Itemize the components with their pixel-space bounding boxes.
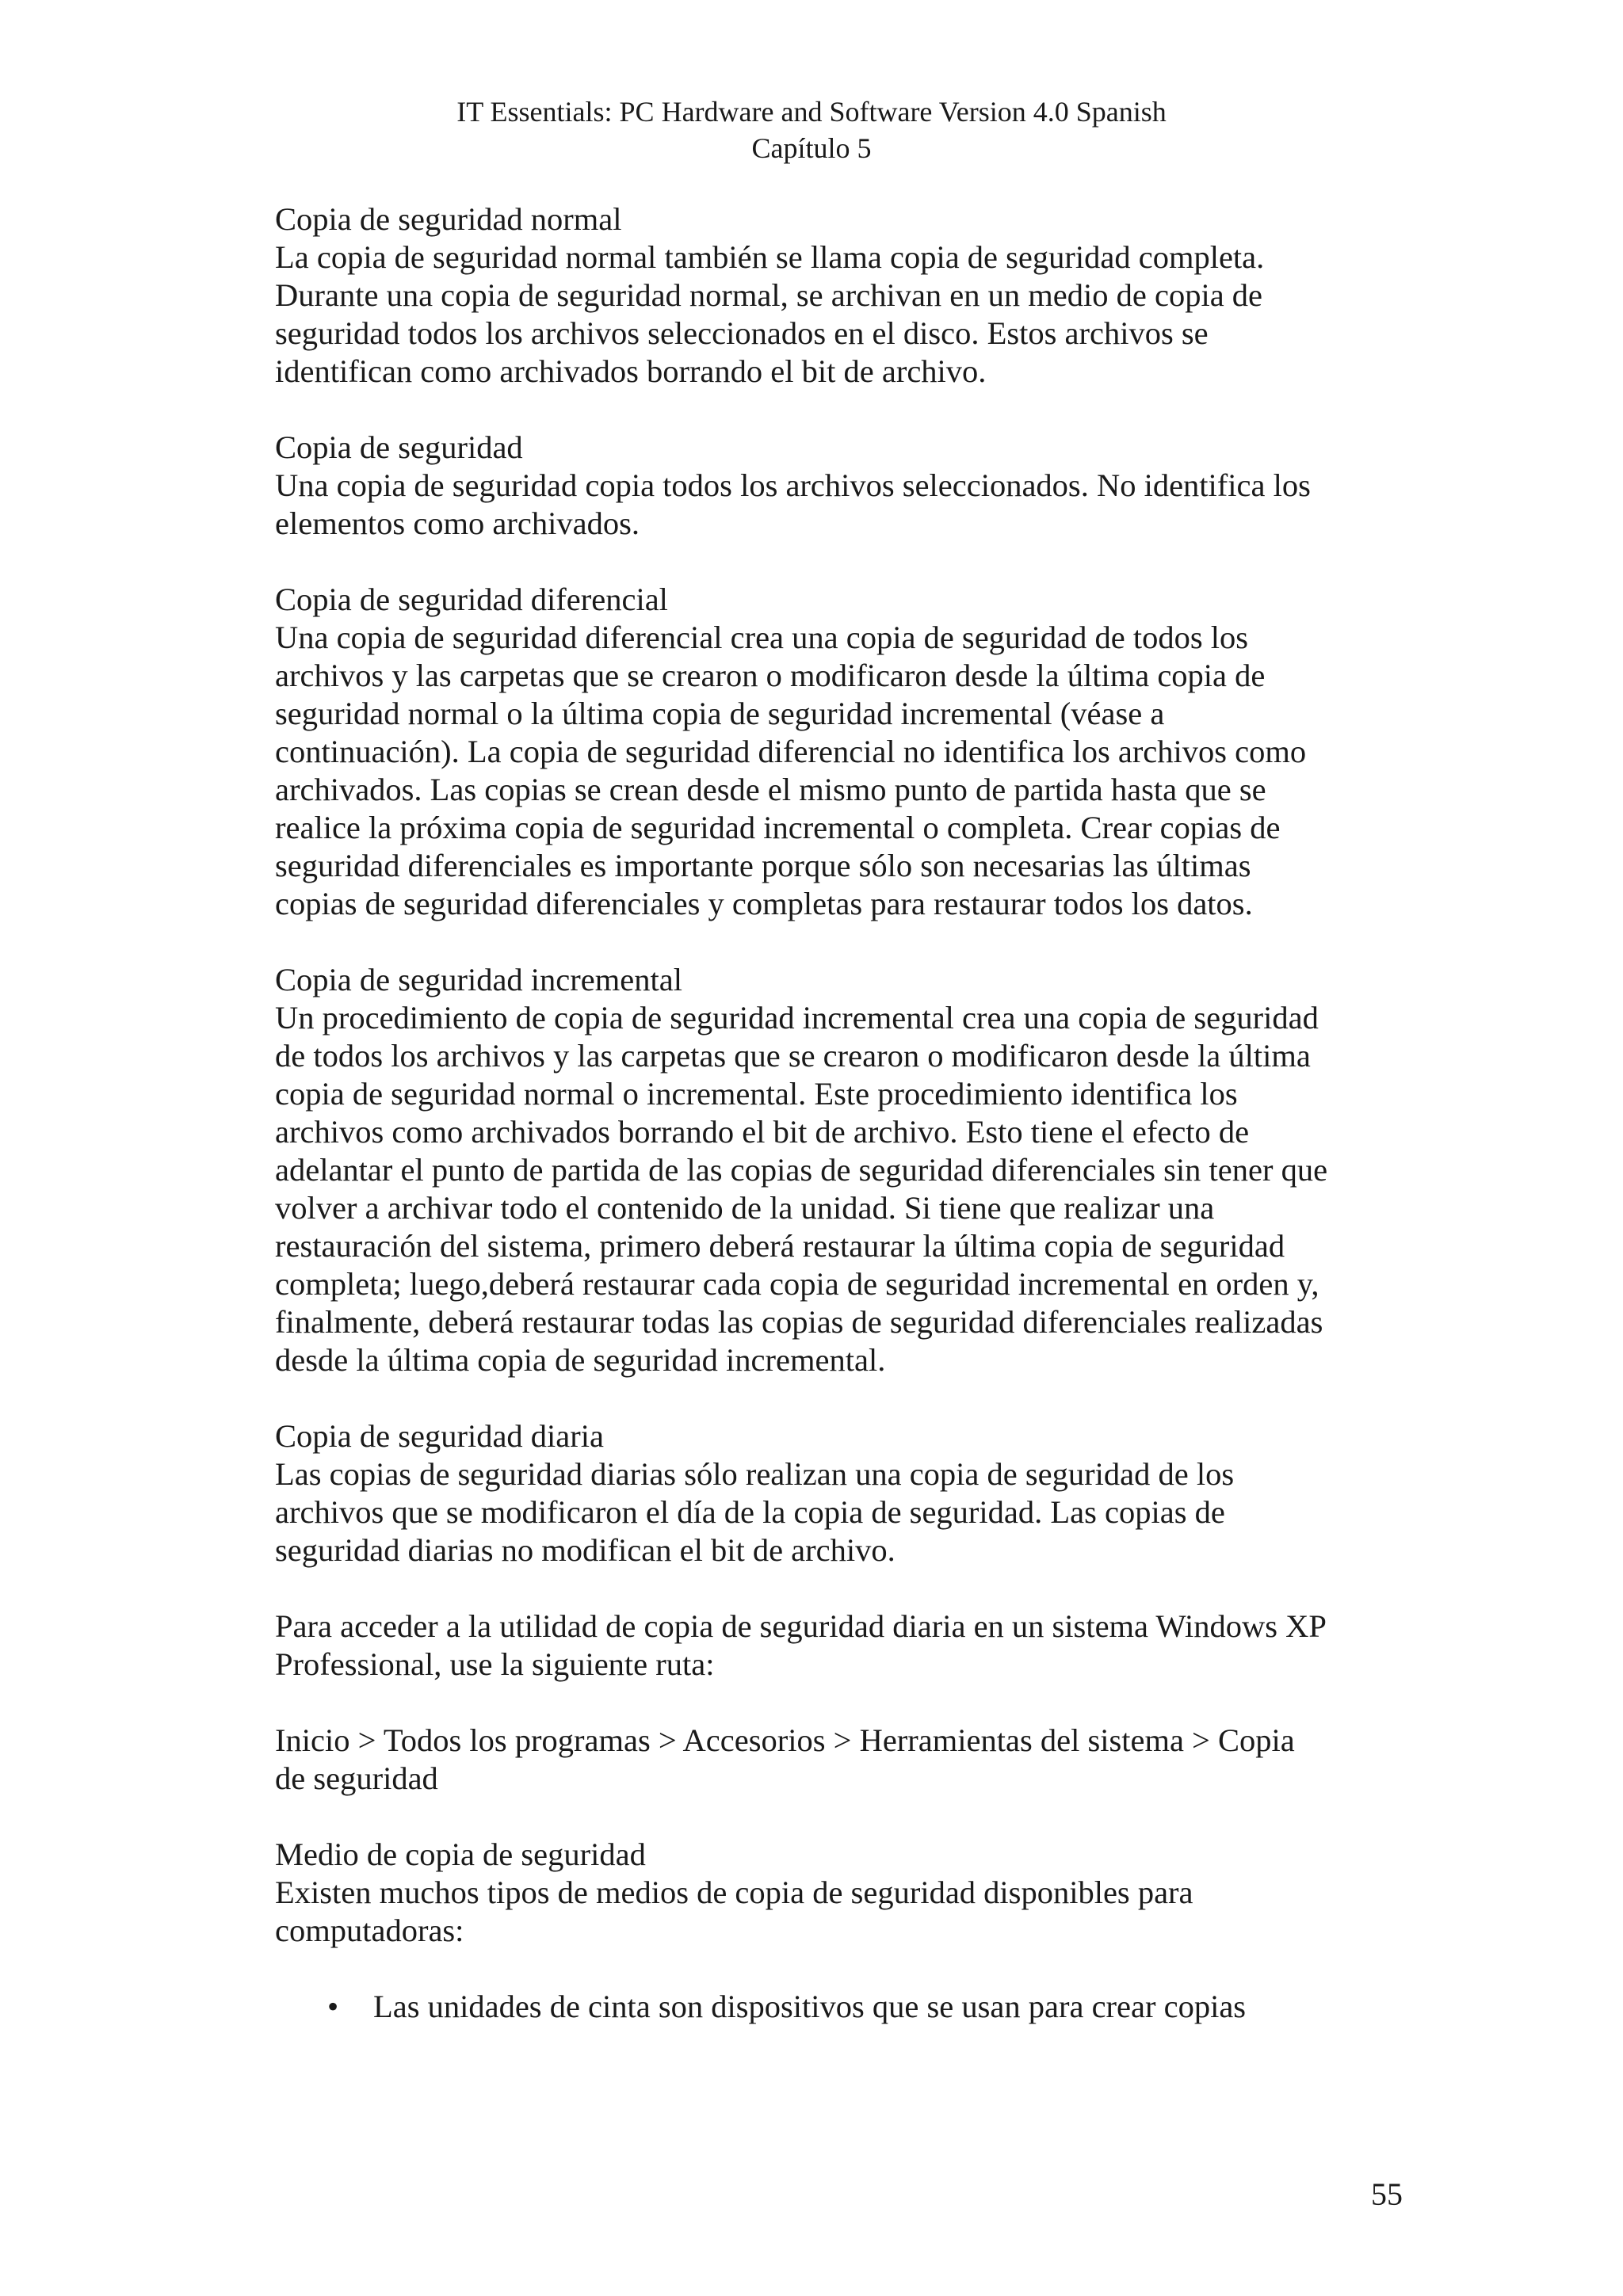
section-body: La copia de seguridad normal también se llama copia de seguridad completa. Durante una copia de seguridad normal, se archivan en un medio de copia de seguridad todos los archivos seleccionados en el disco. Estos archivos se identifican como archivados borrando el bit de archivo. [275,239,1265,389]
section-backup-media [275,1836,1329,1950]
section-copy-backup [275,429,1329,543]
bullet-list [275,1988,1329,2026]
section-body: Existen muchos tipos de medios de copia de seguridad disponibles para computadoras: [275,1875,1193,1948]
page-number: 55 [1371,2176,1403,2212]
section-body: Las copias de seguridad diarias sólo realizan una copia de seguridad de los archivos que se modificaron el día de la copia de seguridad. Las copias de seguridad diarias no modifican el bit de archivo. [275,1456,1235,1568]
section-incremental-backup [275,961,1329,1379]
section-heading: Medio de copia de seguridad [275,1836,646,1872]
list-item-text: Las unidades de cinta son dispositivos que se usan para crear copias [373,1989,1247,2024]
section-daily-backup [275,1417,1329,1569]
section-normal-backup [275,200,1329,391]
section-heading: Copia de seguridad diferencial [275,582,668,617]
header-chapter: Capítulo 5 [751,132,872,164]
section-body: Una copia de seguridad copia todos los archivos seleccionados. No identifica los elementos como archivados. [275,467,1311,541]
section-differential-backup [275,581,1329,923]
section-heading: Copia de seguridad incremental [275,962,682,997]
section-body: Un procedimiento de copia de seguridad incremental crea una copia de seguridad de todos los archivos y las carpetas que se crearon o modificaron desde la última copia de seguridad normal o incremental. Este procedimiento identifica los archivos como archivados borrando el bit de archivo. Esto tiene el efecto de adelantar el punto de partida de las copias de seguridad diferenciales sin tener que volver a archivar todo el contenido de la unidad. Si tiene que realizar una restauración del sistema, primero deberá restaurar la última copia de seguridad completa; luego,deberá restaurar cada copia de seguridad incremental en orden y, finalmente, deberá restaurar todas las copias de seguridad diferenciales realizadas desde la última copia de seguridad incremental. [275,1000,1328,1378]
section-body: Una copia de seguridad diferencial crea una copia de seguridad de todos los archivos y las carpetas que se crearon o modificaron desde la última copia de seguridad normal o la última copia de seguridad incremental (véase a continuación). La copia de seguridad diferencial no identifica los archivos como archivados. Las copias se crean desde el mismo punto de partida hasta que se realice la próxima copia de seguridad incremental o completa. Crear copias de seguridad diferenciales es importante porque sólo son necesarias las últimas copias de seguridad diferenciales y completas para restaurar todos los datos. [275,620,1307,921]
menu-path-paragraph: Inicio > Todos los programas > Accesorios > Herramientas del sistema > Copia de seguridad [275,1722,1295,1796]
access-paragraph: Para acceder a la utilidad de copia de seguridad diaria en un sistema Windows XP Professional, use la siguiente ruta: [275,1608,1326,1682]
section-heading: Copia de seguridad [275,429,523,465]
page-header [0,93,1623,166]
section-heading: Copia de seguridad diaria [275,1418,604,1454]
document-body [275,200,1329,2026]
bullet-icon: • [327,1989,339,2024]
list-item [275,1988,1329,2026]
section-heading: Copia de seguridad normal [275,201,622,237]
header-title: IT Essentials: PC Hardware and Software Version 4.0 Spanish [456,96,1167,128]
